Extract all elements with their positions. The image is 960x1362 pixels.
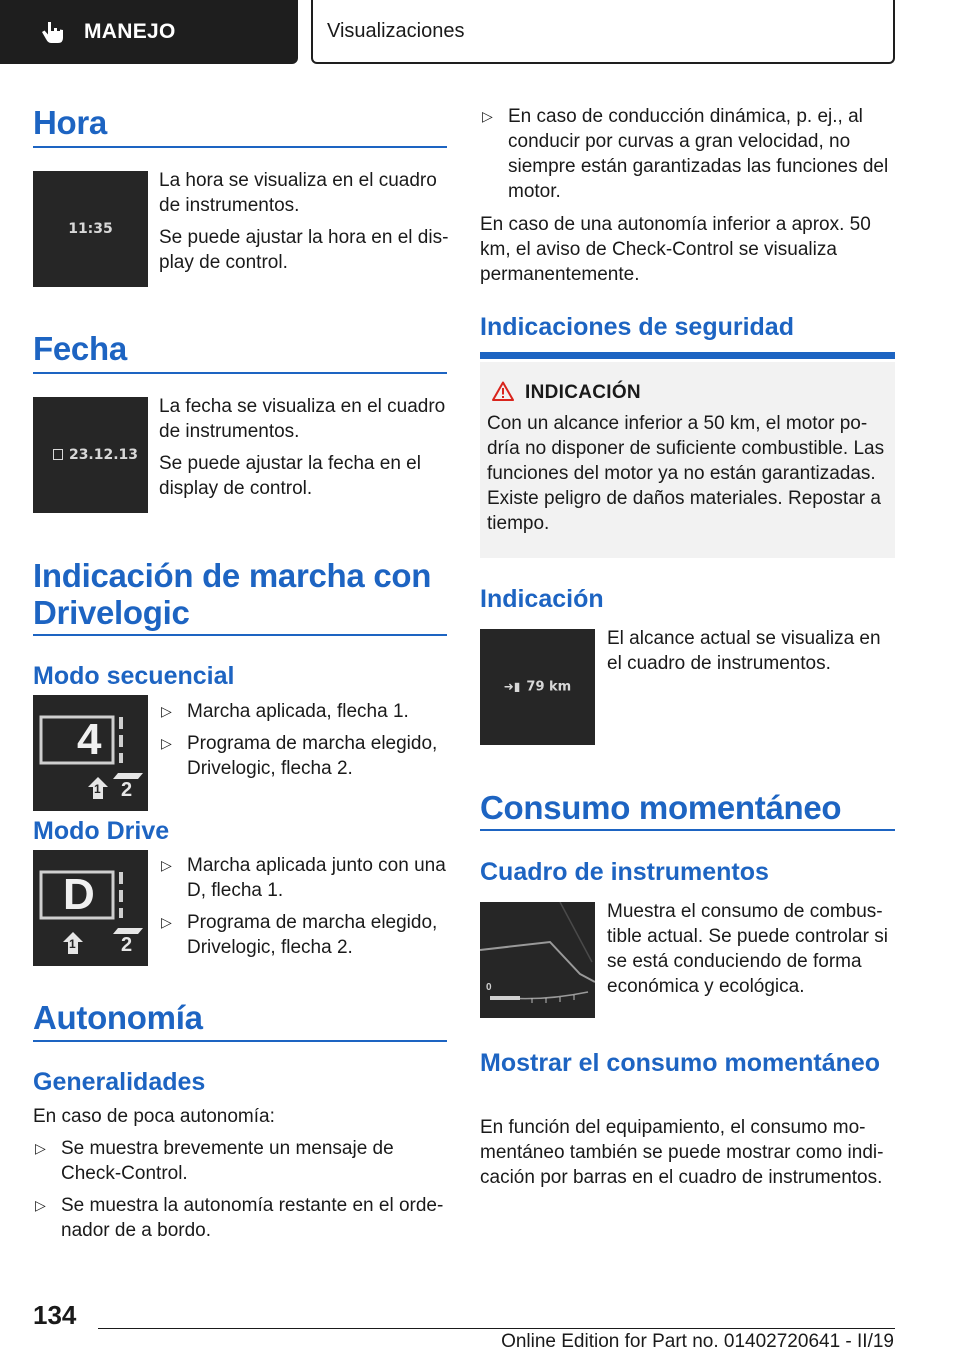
hora-paragraph-1: La hora se visualiza en el cuadro de instrumentos. bbox=[159, 170, 437, 216]
list-item bbox=[159, 853, 449, 903]
gear-letter: D bbox=[63, 870, 95, 919]
safety-notice-box bbox=[480, 362, 895, 558]
heading-hora: Hora bbox=[33, 104, 107, 141]
heading-rule bbox=[33, 146, 447, 148]
heading-drivelogic: Indicación de marcha con Drivelogic bbox=[33, 557, 432, 631]
list-item-text: Se muestra brevemente un mensaje de Check-Control. bbox=[61, 1138, 394, 1184]
cuadro-paragraph: Muestra el consumo de combus-tible actual. Se puede controlar si se está conduciendo de forma económica y ecológica. bbox=[607, 901, 888, 997]
list-item bbox=[480, 104, 895, 204]
list-item bbox=[159, 699, 449, 724]
autonomia-paragraph: En caso de una autonomía inferior a aprox. 50 km, el aviso de Check-Control se visualiza permanentemente. bbox=[480, 214, 871, 285]
triangle-bullet-icon: ▷ bbox=[161, 914, 172, 930]
arrow-1-label: 1 bbox=[69, 937, 76, 951]
triangle-bullet-icon: ▷ bbox=[35, 1140, 46, 1156]
arrow-2-label: 2 bbox=[121, 779, 133, 801]
range-display-text bbox=[480, 680, 595, 695]
notice-body: Con un alcance inferior a 50 km, el motor po-dría no disponer de suficiente combustible. Las funciones del motor ya no están garantizadas. Existe peligro de daños materiales. Repostar a tiempo. bbox=[487, 413, 885, 534]
heading-cuadro-instrumentos: Cuadro de instrumentos bbox=[480, 858, 769, 886]
heading-rule bbox=[480, 829, 895, 831]
sequential-gear-image bbox=[33, 695, 148, 811]
edition-footer: Online Edition for Part no. 01402720641 - II/19 bbox=[501, 1331, 894, 1352]
heading-modo-drive: Modo Drive bbox=[33, 817, 170, 845]
hora-paragraph-2: Se puede ajustar la hora en el dis-play de control. bbox=[159, 227, 449, 273]
fecha-paragraph-1: La fecha se visualiza en el cuadro de instrumentos. bbox=[159, 396, 446, 442]
triangle-bullet-icon: ▷ bbox=[482, 108, 493, 124]
hand-pointer-icon bbox=[40, 19, 66, 45]
triangle-bullet-icon: ▷ bbox=[35, 1197, 46, 1213]
list-item-text: Marcha aplicada, flecha 1. bbox=[187, 701, 409, 722]
triangle-bullet-icon: ▷ bbox=[161, 735, 172, 751]
chapter-label: Visualizaciones bbox=[327, 19, 465, 42]
gauge-zero-label: 0 bbox=[486, 982, 492, 993]
fuel-range-icon: ➜▮ bbox=[503, 679, 521, 694]
list-item-text: Programa de marcha elegido, Drivelogic, flecha 2. bbox=[187, 733, 438, 779]
section-tab bbox=[0, 0, 298, 64]
footer-rule bbox=[98, 1328, 895, 1329]
clock-display-image bbox=[33, 171, 148, 287]
heading-rule-thick bbox=[480, 352, 895, 359]
range-value: 79 km bbox=[526, 679, 572, 695]
consumption-gauge-image bbox=[480, 902, 595, 1018]
gear-number: 4 bbox=[77, 715, 102, 764]
heading-mostrar-consumo: Mostrar el consumo momentáneo bbox=[480, 1049, 881, 1077]
section-label: MANEJO bbox=[84, 20, 176, 43]
list-item-text: En caso de conducción dinámica, p. ej., al conducir por curvas a gran velocidad, no siempre están garantizadas las funciones del motor. bbox=[508, 106, 889, 202]
range-display-image bbox=[480, 629, 595, 745]
list-item-text: Marcha aplicada junto con una D, flecha 1. bbox=[187, 855, 446, 901]
notice-title: INDICACIÓN bbox=[525, 382, 641, 403]
heading-autonomia: Autonomía bbox=[33, 999, 203, 1036]
indicacion-paragraph: El alcance actual se visualiza en el cuadro de instrumentos. bbox=[607, 628, 881, 674]
mostrar-paragraph: En función del equipamiento, el consumo mo-mentáneo también se puede mostrar como indi-cación por barras en el cuadro de instrumentos. bbox=[480, 1117, 884, 1188]
generalidades-intro: En caso de poca autonomía: bbox=[33, 1106, 275, 1127]
heading-consumo: Consumo momentáneo bbox=[480, 789, 842, 826]
arrow-1-label: 1 bbox=[94, 782, 101, 796]
heading-rule bbox=[33, 372, 447, 374]
date-value: 23.12.13 bbox=[68, 447, 139, 463]
arrow-2-label: 2 bbox=[121, 934, 133, 956]
list-item-text: Se muestra la autonomía restante en el orde-nador de a bordo. bbox=[61, 1195, 444, 1241]
drive-gear-image bbox=[33, 850, 148, 966]
heading-modo-secuencial: Modo secuencial bbox=[33, 662, 235, 690]
list-item-text: Programa de marcha elegido, Drivelogic, flecha 2. bbox=[187, 912, 438, 958]
calendar-icon bbox=[53, 449, 63, 460]
list-item bbox=[33, 1136, 447, 1186]
triangle-bullet-icon: ▷ bbox=[161, 703, 172, 719]
date-display-text bbox=[33, 447, 148, 463]
heading-fecha: Fecha bbox=[33, 330, 127, 367]
triangle-bullet-icon: ▷ bbox=[161, 857, 172, 873]
list-item bbox=[159, 910, 449, 960]
list-item bbox=[33, 1193, 447, 1243]
clock-display-text: 11:35 bbox=[68, 221, 113, 237]
heading-generalidades: Generalidades bbox=[33, 1068, 206, 1096]
heading-rule bbox=[33, 634, 447, 636]
fecha-paragraph-2: Se puede ajustar la fecha en el display de control. bbox=[159, 453, 421, 499]
page-number: 134 bbox=[33, 1300, 77, 1330]
date-display-image bbox=[33, 397, 148, 513]
heading-indicacion: Indicación bbox=[480, 585, 604, 613]
gauge-graphic bbox=[480, 902, 595, 1018]
chapter-tab bbox=[311, 0, 895, 64]
heading-rule bbox=[33, 1040, 447, 1042]
list-item bbox=[159, 731, 449, 781]
heading-indicaciones-seguridad: Indicaciones de seguridad bbox=[480, 313, 794, 341]
warning-triangle-icon bbox=[492, 381, 514, 401]
